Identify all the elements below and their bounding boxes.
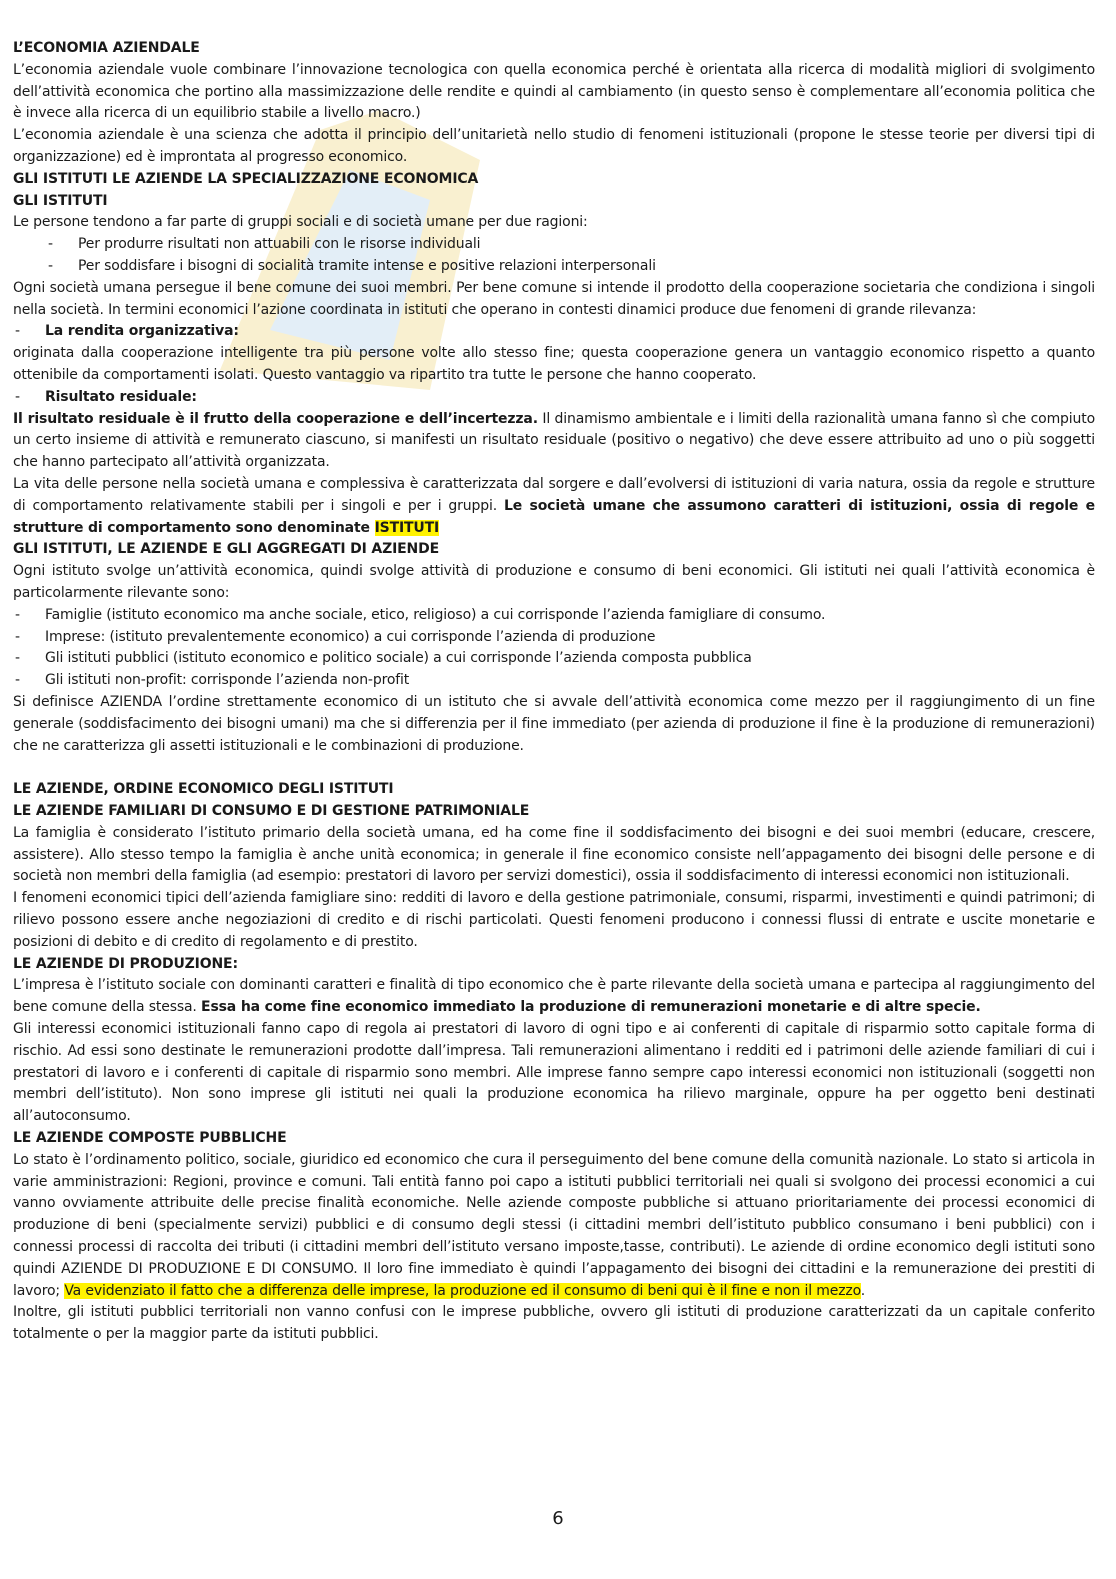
page-number: 6 <box>552 1508 564 1529</box>
section-title-istituti-aziende: GLI ISTITUTI LE AZIENDE LA SPECIALIZZAZIONE ECONOMICA <box>13 170 479 187</box>
list-item: - Per soddisfare i bisogni di socialità tramite intense e positive relazioni interpersonali <box>13 256 1095 278</box>
rendita-label: La rendita organizzativa: <box>45 323 239 340</box>
reasons-list <box>13 234 1095 278</box>
paragraph <box>13 1150 1095 1303</box>
paragraph: Le persone tendono a far parte di gruppi sociali e di società umane per due ragioni: <box>13 214 588 231</box>
section-title-aziende-familiari: LE AZIENDE FAMILIARI DI CONSUMO E DI GESTIONE PATRIMONIALE <box>13 803 530 820</box>
vita-text: La vita delle persone nella società umana e complessiva è caratterizzata dal sorgere e dall’evolversi di istituzioni di varia natura, ossia da regole e strutture di comportamento relativamente stabili per i singoli e per i gruppi. <box>13 475 1095 514</box>
section-title-aziende-produzione: LE AZIENDE DI PRODUZIONE: <box>13 955 238 972</box>
paragraph: Inoltre, gli istituti pubblici territoriali non vanno confusi con le imprese pubbliche, ovvero gli istituti di produzione caratterizzati da un capitale conferito totalmente o per la maggior parte da istituti pubblici. <box>13 1304 1095 1343</box>
section-title-ordine-economico: LE AZIENDE, ORDINE ECONOMICO DEGLI ISTITUTI <box>13 781 394 798</box>
section-title-economia-aziendale: L’ECONOMIA AZIENDALE <box>13 40 200 56</box>
residuale-label: Risultato residuale: <box>45 388 197 405</box>
paragraph: Gli interessi economici istituzionali fanno capo di regola ai prestatori di lavoro di ogni tipo e ai conferenti di capitale di risparmio sotto capitale forma di rischio. Ad essi sono destinate le remunerazioni prodotte dall’impresa. Tali remunerazioni alimentano i redditi ed i patrimoni delle aziende familiari di cui i prestatori di lavoro e i conferenti di capitale di risparmio sono membri. Alle imprese fanno sempre capo interessi economici non istituzionali (soggetti non membri dell’istituto). Non sono imprese gli istituti nei quali la produzione economica ha rilievo marginale, oppure ha per oggetto beni destinati all’autoconsumo. <box>13 1021 1095 1125</box>
section-title-istituti: GLI ISTITUTI <box>13 192 108 209</box>
paragraph: I fenomeni economici tipici dell’azienda famigliare sino: redditi di lavoro e della gestione patrimoniale, consumi, risparmi, investimenti e quindi patrimoni; di rilievo possono essere anche negoziazioni di credito e di rischi particolati. Questi fenomeni producono i connessi flussi di entrate e uscite monetarie e posizioni di debito e di credito di regolamento e di prestito. <box>13 890 1095 950</box>
paragraph: originata dalla cooperazione intelligente tra più persone volte allo stesso fine; questa cooperazione genera un vantaggio economico rispetto a quanto ottenibile da comportamenti isolati. Questo vantaggio va ripartito tra tutte le persone che hanno cooperato. <box>13 345 1095 383</box>
stato-text: Lo stato è l’ordinamento politico, sociale, giuridico ed economico che cura il perseguimento del bene comune della comunità nazionale. Lo stato si articola in varie amministrazioni: Regioni, province e comuni. Tali entità fanno poi capo a istituti pubblici territoriali nei quali si svolgono dei processi economici a cui vanno ovviamente attribuite delle precise finalità economiche. Nelle aziende composte pubbliche si attuano prioritariamente dei processi economici di produzione di beni (specialmente servizi) pubblici e di consumo degli stessi (i cittadini membri dell’istituto pubblico consumano i beni pubblici) con i connessi processi di raccolta dei tributi (i cittadini membri dell’istituto versano imposte,tasse, contributi). Le aziende di ordine economico degli istituti sono quindi AZIENDE DI PRODUZIONE E DI CONSUMO. Il loro fine immediato è quindi l’appagamento dei bisogni dei cittadini e la remunerazione dei prestiti di lavoro; <box>13 1151 1095 1299</box>
list-item: - Imprese: (istituto prevalentemente economico) a cui corrisponde l’azienda di produzione <box>13 627 1095 649</box>
list-item: - Gli istituti non-profit: corrisponde l’azienda non-profit <box>13 670 1095 692</box>
istituti-list <box>13 605 1095 692</box>
paragraph: Ogni società umana persegue il bene comune dei suoi membri. Per bene comune si intende il prodotto della cooperazione societaria che condiziona i singoli nella società. In termini economici l’azione coordinata in istituti che operano in contesti dinamici produce due fenomeni di grande rilevanza: <box>13 279 1095 318</box>
paragraph <box>13 474 1095 539</box>
list-item: - Gli istituti pubblici (istituto economico e politico sociale) a cui corrisponde l’azienda composta pubblica <box>13 648 1095 670</box>
fine-highlight: Va evidenziato il fatto che a differenza delle imprese, la produzione ed il consumo di beni qui è il fine e non il mezzo <box>64 1282 861 1299</box>
stato-end: . <box>860 1282 866 1299</box>
residuale-text: Il dinamismo ambientale e i limiti della razionalità umana fanno sì che compiuto un certo insieme di attività e remunerato ciascuno, si manifesti un risultato residuale (positivo o negativo) che deve essere attribuito ad uno o più soggetti che hanno partecipato all’attività organizzata. <box>13 410 1096 471</box>
impresa-bold: Essa ha come fine economico immediato la produzione di remunerazioni monetarie e di altre specie. <box>201 999 981 1016</box>
paragraph <box>13 975 1095 1019</box>
paragraph: L’economia aziendale vuole combinare l’innovazione tecnologica con quella economica perché è orientata alla ricerca di modalità migliori di svolgimento dell’attività economica che portino alla massimizzazione delle rendite e quindi al cambiamento (in questo senso è complementare all’economia politica che è invece alla ricerca di un equilibrio stabile a livello macro.) <box>13 61 1095 122</box>
residuale-bold: Il risultato residuale è il frutto della cooperazione e dell’incertezza. <box>13 410 538 427</box>
impresa-text: L’impresa è l’istituto sociale con dominanti caratteri e finalità di tipo economico che è parte rilevante della società umana e partecipa al raggiungimento del bene comune della stessa. <box>13 977 1095 1016</box>
paragraph: Ogni istituto svolge un’attività economica, quindi svolge attività di produzione e consumo di beni economici. Gli istituti nei quali l’attività economica è particolarmente rilevante sono: <box>13 563 1095 601</box>
vita-bold: Le società umane che assumono caratteri di istituzioni, ossia di regole e strutture di comportamento sono denominate <box>13 497 1095 536</box>
section-title-aggregati: GLI ISTITUTI, LE AZIENDE E GLI AGGREGATI DI AZIENDE <box>13 541 439 558</box>
phenomenon-rendita <box>13 321 1095 343</box>
paragraph: La famiglia è considerato l’istituto primario della società umana, ed ha come fine il soddisfacimento dei bisogni e dei suoi membri (educare, crescere, assistere). Allo stesso tempo la famiglia è anche unità economica; in generale il fine economico consiste nell’appagamento dei bisogni delle persone e di società non membri della famiglia (ad esempio: prestatori di lavoro per servizi domestici), ossia il soddisfacimento di interessi economici non istituzionali. <box>13 824 1095 885</box>
list-item: - Per produrre risultati non attuabili con le risorse individuali <box>13 234 1095 256</box>
paragraph: Si definisce AZIENDA l’ordine strettamente economico di un istituto che si avvale dell’attività economica come mezzo per il raggiungimento di un fine generale (soddisfacimento dei bisogni umani) ma che si differenzia per il fine immediato (per azienda di produzione il fine è la produzione di remunerazioni) che ne caratterizza gli assetti istituzionali e le combinazioni di produzione. <box>13 693 1095 754</box>
section-title-aziende-pubbliche: LE AZIENDE COMPOSTE PUBBLICHE <box>13 1130 287 1147</box>
paragraph: L’economia aziendale è una scienza che adotta il principio dell’unitarietà nello studio di fenomeni istituzionali (propone le stesse teorie per diversi tipi di organizzazione) ed è improntata al progresso economico. <box>13 127 1095 165</box>
phenomenon-residuale <box>13 387 1095 409</box>
list-item: - Famiglie (istituto economico ma anche sociale, etico, religioso) a cui corrisponde l’azienda famigliare di consumo. <box>13 605 1095 627</box>
document-page <box>13 38 1095 1346</box>
istituti-highlight: ISTITUTI <box>374 519 440 536</box>
paragraph <box>13 409 1095 474</box>
